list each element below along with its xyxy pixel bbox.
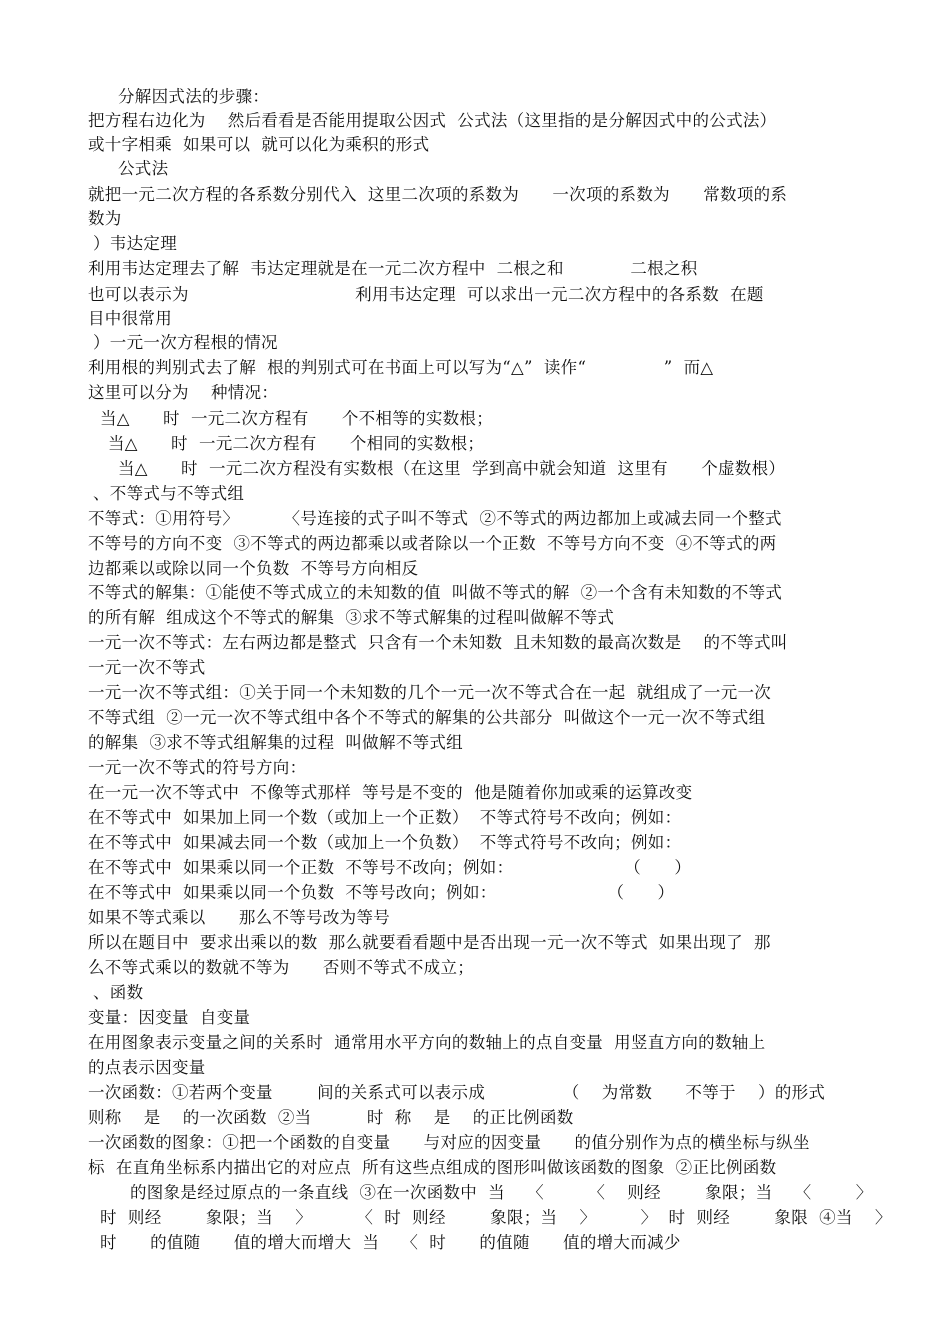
text-line: 时 则经 象限；当 〉 〈 时 则经 象限；当 〉 〉 时 则经 象限 ④当 〉 — [100, 1208, 892, 1227]
text-line: 目中很常用 — [88, 309, 172, 328]
text-line: 所以在题目中 要求出乘以的数 那么就要看看题中是否出现一元一次不等式 如果出现了 那 — [88, 933, 771, 952]
text-line: 的所有解 组成这个不等式的解集 ③求不等式解集的过程叫做解不等式 — [88, 608, 615, 627]
text-line: 在用图象表示变量之间的关系时 通常用水平方向的数轴上的点自变量 用竖直方向的数轴上 — [88, 1033, 766, 1052]
text-line: 利用韦达定理去了解 韦达定理就是在一元二次方程中 二根之和 二根之积 — [88, 259, 698, 278]
text-line: 一次函数：①若两个变量 间的关系式可以表示成 （ 为常数 不等于 ）的形式 — [88, 1083, 826, 1102]
text-line: 一次函数的图象：①把一个函数的自变量 与对应的因变量 的值分别作为点的横坐标与纵坐 — [88, 1133, 810, 1152]
text-line: 当△ 时 一元二次方程有 个相同的实数根； — [108, 434, 485, 453]
text-line: 变量：因变量 自变量 — [88, 1008, 251, 1027]
text-line: 不等式：①用符号〉 〈号连接的式子叫不等式 ②不等式的两边都加上或减去同一个整式 — [88, 509, 782, 528]
text-line: 也可以表示为 利用韦达定理 可以求出一元二次方程中的各系数 在题 — [88, 285, 764, 304]
text-line: 当△ 时 一元二次方程没有实数根（在这里 学到高中就会知道 这里有 个虚数根） — [118, 459, 786, 478]
text-line: 么不等式乘以的数就不等为 否则不等式不成立； — [88, 958, 475, 977]
text-line: 把方程右边化为 然后看看是否能用提取公因式 公式法（这里指的是分解因式中的公式法） — [88, 111, 777, 130]
text-line: 数为 — [88, 209, 122, 228]
text-line: 在不等式中 如果乘以同一个负数 不等号改向；例如： （ ） — [88, 883, 675, 902]
text-line: 就把一元二次方程的各系数分别代入 这里二次项的系数为 一次项的系数为 常数项的系 — [88, 185, 788, 204]
text-line: 利用根的判别式去了解 根的判别式可在书面上可以写为“△” 读作“ ” 而△ — [88, 358, 714, 377]
text-line: 不等式的解集：①能使不等式成立的未知数的值 叫做不等式的解 ②一个含有未知数的不等式 — [88, 583, 783, 602]
text-line: 如果不等式乘以 那么不等号改为等号 — [88, 908, 391, 927]
text-line: 的点表示因变量 — [88, 1058, 206, 1077]
text-line: 一元一次不等式组：①关于同一个未知数的几个一元一次不等式合在一起 就组成了一元一次 — [88, 683, 772, 702]
text-line: ）韦达定理 — [93, 234, 177, 253]
text-line: 、函数 — [93, 983, 144, 1002]
text-line: 的图象是经过原点的一条直线 ③在一次函数中 当 〈 〈 则经 象限；当 〈 〉 — [130, 1183, 873, 1202]
text-line: 的解集 ③求不等式组解集的过程 叫做解不等式组 — [88, 733, 463, 752]
text-line: 分解因式法的步骤： — [118, 87, 270, 106]
text-line: 这里可以分为 种情况： — [88, 383, 279, 402]
text-line: 标 在直角坐标系内描出它的对应点 所有这些点组成的图形叫做该函数的图象 ②正比例函数 — [88, 1158, 777, 1177]
text-line: 时 的值随 值的增大而增大 当 〈 时 的值随 值的增大而减少 — [100, 1233, 681, 1252]
text-line: 则称 是 的一次函数 ②当 时 称 是 的正比例函数 — [88, 1108, 574, 1127]
text-line: 或十字相乘 如果可以 就可以化为乘积的形式 — [88, 135, 430, 154]
text-line: 一元一次不等式的符号方向： — [88, 758, 307, 777]
text-line: 边都乘以或除以同一个负数 不等号方向相反 — [88, 559, 419, 578]
text-line: 当△ 时 一元二次方程有 个不相等的实数根； — [100, 409, 494, 428]
text-line: ）一元一次方程根的情况 — [93, 333, 278, 352]
text-line: 在不等式中 如果加上同一个数（或加上一个正数） 不等式符号不改向；例如： — [88, 808, 682, 827]
text-line: 公式法 — [118, 159, 169, 178]
text-line: 在不等式中 如果乘以同一个正数 不等号不改向；例如： （ ） — [88, 858, 692, 877]
text-line: 、不等式与不等式组 — [93, 484, 245, 503]
text-line: 在一元一次不等式中 不像等式那样 等号是不变的 他是随着你加或乘的运算改变 — [88, 783, 693, 802]
text-line: 在不等式中 如果减去同一个数（或加上一个负数） 不等式符号不改向；例如： — [88, 833, 682, 852]
text-line: 不等号的方向不变 ③不等式的两边都乘以或者除以一个正数 不等号方向不变 ④不等式的两 — [88, 534, 777, 553]
text-line: 不等式组 ②一元一次不等式组中各个不等式的解集的公共部分 叫做这个一元一次不等式组 — [88, 708, 766, 727]
text-line: 一元一次不等式 — [88, 658, 206, 677]
text-line: 一元一次不等式：左右两边都是整式 只含有一个未知数 且未知数的最高次数是 的不等式叫 — [88, 633, 788, 652]
